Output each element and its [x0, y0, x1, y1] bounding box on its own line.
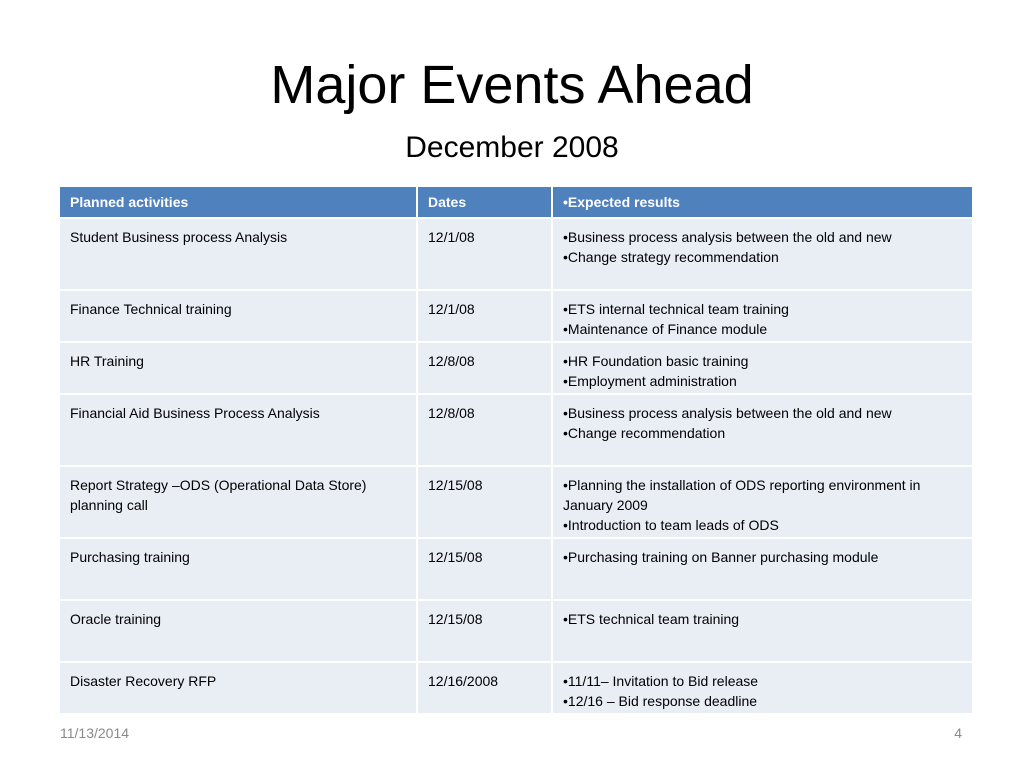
result-line: •Employment administration: [563, 373, 737, 389]
slide-subtitle: December 2008: [405, 131, 619, 164]
results-cell: [552, 218, 972, 290]
activity-cell: Disaster Recovery RFP: [60, 662, 417, 714]
results-cell: [552, 394, 972, 466]
date-cell: 12/15/08: [417, 466, 552, 538]
result-line: •HR Foundation basic training: [563, 353, 749, 369]
activity-cell: Oracle training: [60, 600, 417, 662]
table-row: [60, 218, 972, 290]
activity-cell: Purchasing training: [60, 538, 417, 600]
result-line: •ETS technical team training: [563, 611, 740, 627]
table-row: [60, 290, 972, 342]
result-line: •Introduction to team leads of ODS: [563, 517, 779, 533]
result-line: •Change strategy recommendation: [563, 249, 779, 265]
activity-cell: Student Business process Analysis: [60, 218, 417, 290]
result-line: •ETS internal technical team training: [563, 301, 789, 317]
footer-date: 11/13/2014: [60, 725, 130, 741]
table-row: [60, 662, 972, 714]
table-header-row: [60, 187, 972, 218]
result-line: •12/16 – Bid response deadline: [563, 693, 758, 709]
date-cell: 12/8/08: [417, 342, 552, 394]
activity-cell: Finance Technical training: [60, 290, 417, 342]
results-cell: [552, 342, 972, 394]
results-cell: [552, 466, 972, 538]
events-table: [60, 187, 972, 715]
table-row: [60, 466, 972, 538]
result-line: •Business process analysis between the old and new: [563, 405, 892, 421]
date-cell: 12/16/2008: [417, 662, 552, 714]
activity-cell: Financial Aid Business Process Analysis: [60, 394, 417, 466]
date-cell: 12/1/08: [417, 290, 552, 342]
activity-cell: HR Training: [60, 342, 417, 394]
result-line: •Purchasing training on Banner purchasing module: [563, 549, 879, 565]
slide-title: Major Events Ahead: [270, 55, 754, 115]
date-cell: 12/1/08: [417, 218, 552, 290]
activity-cell: Report Strategy –ODS (Operational Data Store) planning call: [60, 466, 417, 538]
table-row: [60, 538, 972, 600]
results-cell: [552, 662, 972, 714]
date-cell: 12/8/08: [417, 394, 552, 466]
result-line: •Planning the installation of ODS reporting environment in January 2009: [563, 477, 921, 513]
header-planned-activities: Planned activities: [60, 187, 417, 218]
header-expected-results: •Expected results: [552, 187, 972, 218]
date-cell: 12/15/08: [417, 600, 552, 662]
results-cell: [552, 290, 972, 342]
table-row: [60, 600, 972, 662]
result-line: •11/11– Invitation to Bid release: [563, 673, 759, 689]
header-dates: Dates: [417, 187, 552, 218]
result-line: •Business process analysis between the old and new: [563, 229, 892, 245]
result-line: •Maintenance of Finance module: [563, 321, 768, 337]
table-row: [60, 394, 972, 466]
result-line: •Change recommendation: [563, 425, 726, 441]
results-cell: [552, 538, 972, 600]
results-cell: [552, 600, 972, 662]
table-row: [60, 342, 972, 394]
date-cell: 12/15/08: [417, 538, 552, 600]
page-number: 4: [954, 725, 962, 741]
